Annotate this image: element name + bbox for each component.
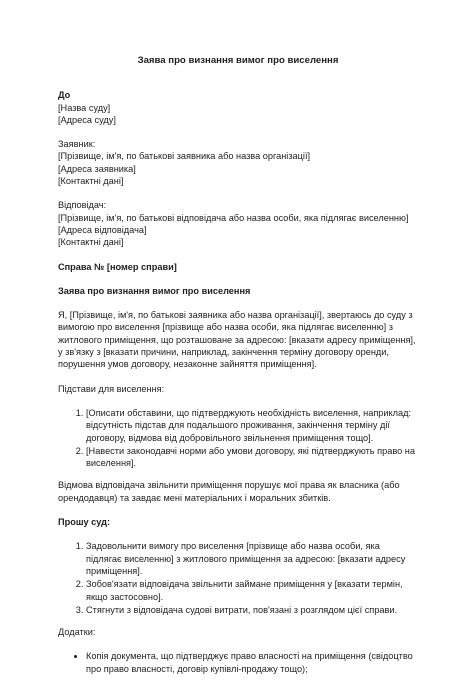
- attachments-list: [58, 650, 418, 675]
- refusal-paragraph: Відмова відповідача звільнити приміщення порушує мої права як власника (або орендодавця) та завдає мені матеріальних і моральних збитків.: [58, 480, 400, 503]
- case-number: Справа № [номер справи]: [58, 261, 177, 272]
- applicant-address: [Адреса заявника]: [58, 163, 136, 174]
- respondent-name: [Прізвище, ім'я, по батькові відповідача або назва особи, яка підлягає виселенню]: [58, 212, 409, 223]
- applicant-block: [58, 138, 418, 187]
- grounds-list: [58, 407, 418, 469]
- respondent-heading: Відповідач:: [58, 200, 107, 211]
- request-heading: Прошу суд:: [58, 517, 111, 528]
- request-item: 1. Задовольнити вимогу про виселення [прізвище або назва особи, яка підлягає виселенню] з житлового приміщення за адресою: [вказати адресу приміщення].: [86, 540, 418, 577]
- requests-list: [58, 540, 418, 616]
- respondent-contacts: [Контактні дані]: [58, 237, 124, 248]
- grounds-item: 2. [Навести законодавчі норми або умови договору, які підтверджують право на виселення].: [86, 445, 418, 470]
- document-title: Заява про визнання вимог про виселення: [137, 55, 339, 66]
- request-item: 2. Зобов'язати відповідача звільнити займане приміщення у [вказати термін, якщо застосовно].: [86, 578, 418, 603]
- attachment-item: • Копія документа, що підтверджує право власності на приміщення (свідоцтво про право власності, договір купівлі-продажу тощо);: [86, 650, 418, 675]
- respondent-block: [58, 199, 418, 248]
- grounds-heading: Підстави для виселення:: [58, 383, 165, 394]
- applicant-heading: Заявник:: [58, 139, 96, 150]
- court-name: [Назва суду]: [58, 102, 111, 113]
- document-page: [58, 55, 418, 685]
- recipient-heading: До: [58, 90, 71, 101]
- request-item: 3. Стягнути з відповідача судові витрати, пов'язані з розглядом цієї справи.: [86, 604, 418, 616]
- court-address: [Адреса суду]: [58, 114, 116, 125]
- applicant-name: [Прізвище, ім'я, по батькові заявника або назва організації]: [58, 151, 311, 162]
- applicant-contacts: [Контактні дані]: [58, 176, 124, 187]
- attachments-heading: Додатки:: [58, 627, 96, 638]
- recipient-block: [58, 89, 418, 126]
- intro-paragraph: Я, [Прізвище, ім'я, по батькові заявника або назва організації], звертаюсь до суду з вимогою про виселення [прізвище або назва особи, яка підлягає виселенню] з житлового приміщення, що розташоване за адресою: [вказати адресу приміщення], у зв'язку з [вказати причини, наприклад, закінчення терміну договору оренди, порушення умов договору, незаконне зайняття приміщення].: [58, 310, 416, 370]
- statement-subtitle: Заява про визнання вимог про виселення: [58, 285, 251, 296]
- grounds-item: 1. [Описати обставини, що підтверджують необхідність виселення, наприклад: відсутність підстав для подальшого проживання, закінчення терміну дії договору, відмова від добровільного звільнення приміщення тощо].: [86, 407, 418, 444]
- respondent-address: [Адреса відповідача]: [58, 224, 147, 235]
